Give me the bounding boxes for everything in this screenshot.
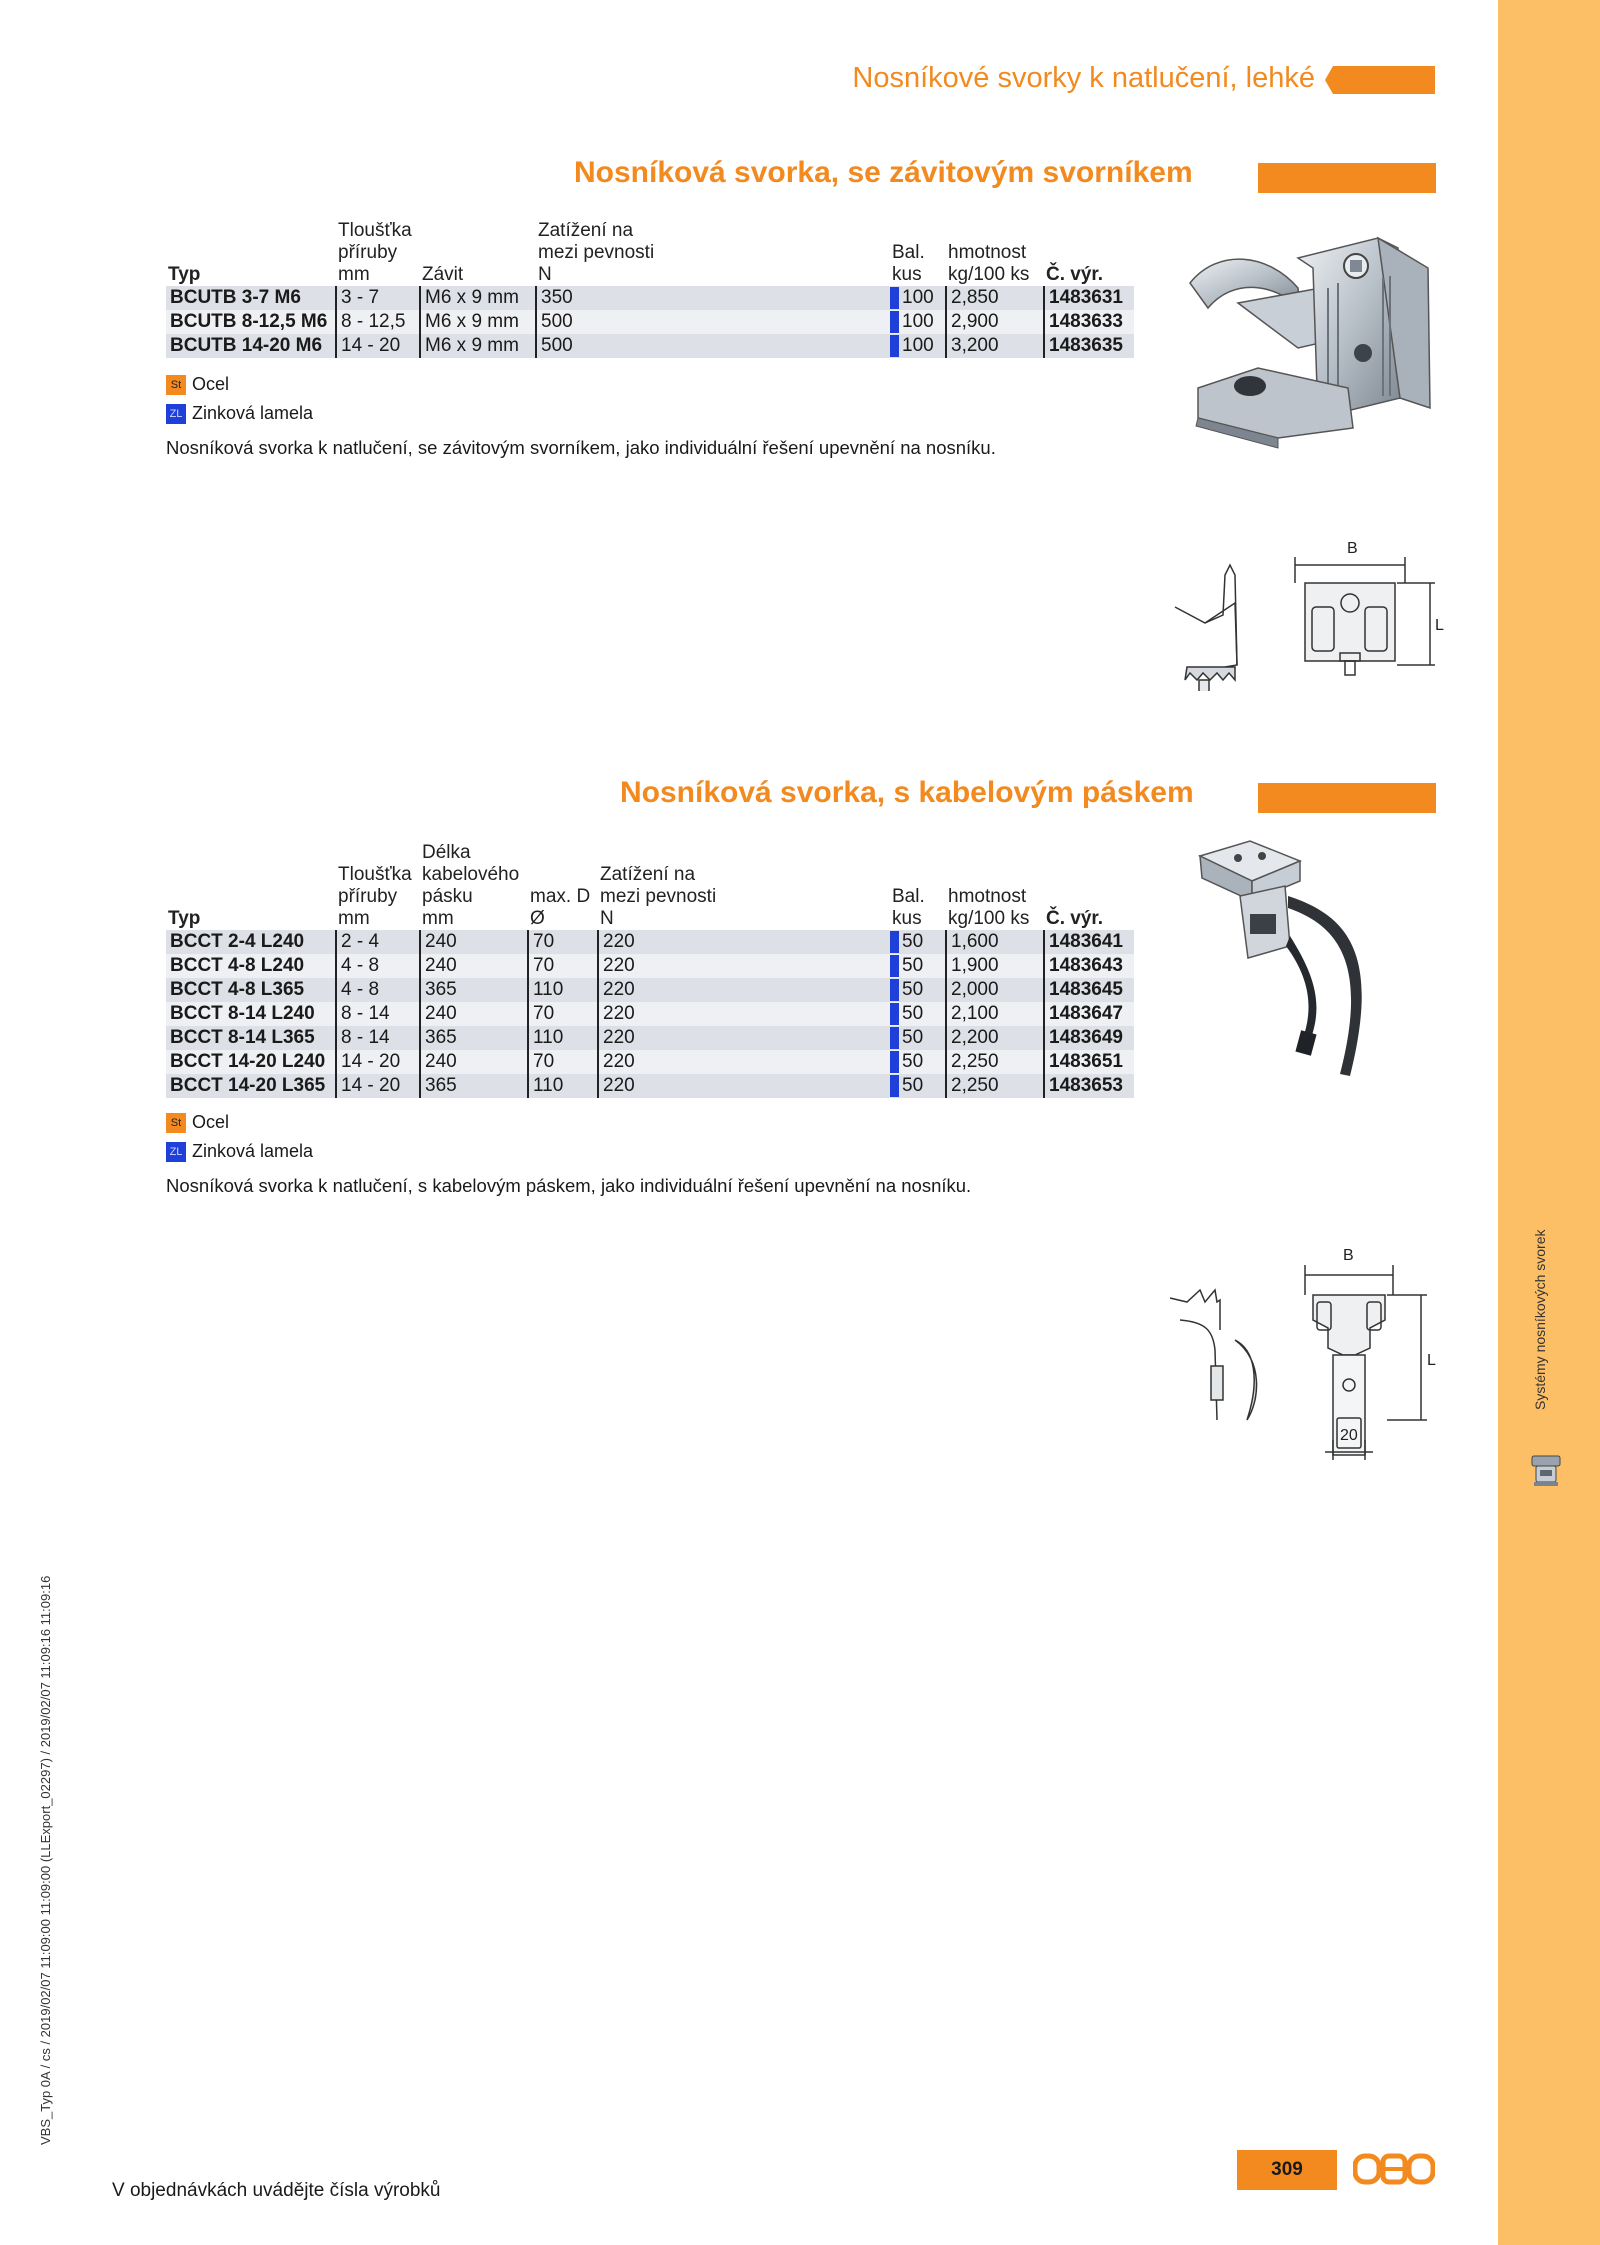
cell-max-diameter: 110 <box>528 1074 598 1098</box>
table-row <box>166 954 1134 978</box>
col-weight: hmotnost kg/100 ks <box>948 242 1030 285</box>
cell-article: 1483635 <box>1044 334 1134 358</box>
table-row <box>166 978 1134 1002</box>
table-header-row <box>166 842 1134 930</box>
section2-table <box>166 842 1134 1098</box>
cell-article: 1483645 <box>1044 978 1134 1002</box>
cell-max-diameter: 70 <box>528 1050 598 1074</box>
cell-pack: 50 <box>890 930 946 954</box>
cell-load: 220 <box>598 978 890 1002</box>
cell-tape-length: 240 <box>420 954 528 978</box>
swatch-zinc-flake: ZL <box>166 404 186 424</box>
dim-l-label: L <box>1427 1352 1436 1369</box>
cell-thread: M6 x 9 mm <box>420 286 536 310</box>
cell-pack: 100 <box>890 334 946 358</box>
cell-typ: BCUTB 8-12,5 M6 <box>166 310 336 334</box>
section2-description: Nosníková svorka k natlučení, s kabelovým páskem, jako individuální řešení upevnění na nosníku. <box>166 1175 972 1196</box>
page-header <box>700 58 1440 100</box>
legend-label: Ocel <box>192 374 230 394</box>
cell-thickness: 2 - 4 <box>336 930 420 954</box>
table-row <box>166 1050 1134 1074</box>
cell-load: 220 <box>598 1074 890 1098</box>
cell-typ: BCCT 2-4 L240 <box>166 930 336 954</box>
cell-article: 1483633 <box>1044 310 1134 334</box>
legend-zinc-flake <box>166 1141 313 1162</box>
cell-thread: M6 x 9 mm <box>420 310 536 334</box>
section2-dimension-drawing <box>1165 1240 1445 1460</box>
cell-thickness: 8 - 14 <box>336 1026 420 1050</box>
cell-typ: BCCT 8-14 L365 <box>166 1026 336 1050</box>
cell-load: 220 <box>598 1026 890 1050</box>
table-row <box>166 1002 1134 1026</box>
col-typ: Typ <box>168 908 201 929</box>
section1-dimension-drawing <box>1165 535 1445 691</box>
cell-tape-length: 240 <box>420 1050 528 1074</box>
legend-label: Zinková lamela <box>192 403 314 423</box>
table-row <box>166 310 1134 334</box>
cell-max-diameter: 70 <box>528 954 598 978</box>
cell-thickness: 4 - 8 <box>336 954 420 978</box>
cell-tape-length: 365 <box>420 1074 528 1098</box>
cell-thickness: 3 - 7 <box>336 286 420 310</box>
cell-load: 500 <box>536 334 890 358</box>
col-pack: Bal. kus <box>892 886 925 929</box>
cell-weight: 2,200 <box>946 1026 1044 1050</box>
legend-steel <box>166 1112 229 1133</box>
cell-article: 1483631 <box>1044 286 1134 310</box>
cell-typ: BCCT 8-14 L240 <box>166 1002 336 1026</box>
cell-article: 1483647 <box>1044 1002 1134 1026</box>
cell-typ: BCCT 4-8 L365 <box>166 978 336 1002</box>
cell-thickness: 4 - 8 <box>336 978 420 1002</box>
cell-max-diameter: 70 <box>528 1002 598 1026</box>
cell-weight: 1,600 <box>946 930 1044 954</box>
cell-pack: 50 <box>890 1026 946 1050</box>
cell-tape-length: 240 <box>420 930 528 954</box>
dim-b-label: B <box>1347 540 1358 557</box>
cell-load: 220 <box>598 930 890 954</box>
legend-label: Zinková lamela <box>192 1141 314 1161</box>
section2-title: Nosníková svorka, s kabelovým páskem <box>620 776 1194 809</box>
cell-pack: 100 <box>890 310 946 334</box>
col-max-diameter: max. D Ø <box>530 886 591 929</box>
swatch-steel: St <box>166 1113 186 1133</box>
cell-thickness: 14 - 20 <box>336 1050 420 1074</box>
cell-tape-length: 240 <box>420 1002 528 1026</box>
legend-zinc-flake <box>166 403 313 424</box>
dim-20-label: 20 <box>1340 1427 1358 1444</box>
cell-tape-length: 365 <box>420 978 528 1002</box>
footer-note: V objednávkách uvádějte čísla výrobků <box>112 2180 441 2201</box>
col-pack: Bal. kus <box>892 242 925 285</box>
cell-article: 1483641 <box>1044 930 1134 954</box>
cell-load: 500 <box>536 310 890 334</box>
cell-pack: 50 <box>890 1050 946 1074</box>
section1-description: Nosníková svorka k natlučení, se závitovým svorníkem, jako individuální řešení upevnění na nosníku. <box>166 437 996 458</box>
cell-typ: BCCT 14-20 L365 <box>166 1074 336 1098</box>
cell-thickness: 14 - 20 <box>336 1074 420 1098</box>
cell-article: 1483651 <box>1044 1050 1134 1074</box>
col-load: Zatížení na mezi pevnosti N <box>538 220 655 285</box>
cell-article: 1483653 <box>1044 1074 1134 1098</box>
section2-bar <box>1258 783 1436 813</box>
cell-max-diameter: 70 <box>528 930 598 954</box>
swatch-zinc-flake: ZL <box>166 1142 186 1162</box>
cell-thickness: 8 - 12,5 <box>336 310 420 334</box>
cell-max-diameter: 110 <box>528 1026 598 1050</box>
dim-b-label: B <box>1343 1247 1354 1264</box>
page-number: 309 <box>1237 2150 1337 2190</box>
beam-clamp-icon <box>1528 1450 1566 1490</box>
cell-typ: BCUTB 14-20 M6 <box>166 334 336 358</box>
obo-logo <box>1353 2152 1435 2188</box>
cell-load: 220 <box>598 1050 890 1074</box>
cell-weight: 3,200 <box>946 334 1044 358</box>
section1-title: Nosníková svorka, se závitovým svorníkem <box>574 156 1193 189</box>
legend-label: Ocel <box>192 1112 230 1132</box>
table-row <box>166 930 1134 954</box>
cell-pack: 50 <box>890 1002 946 1026</box>
table-row <box>166 1074 1134 1098</box>
col-load: Zatížení na mezi pevnosti N <box>600 864 717 929</box>
header-tab-marker <box>1325 66 1435 94</box>
cell-load: 220 <box>598 1002 890 1026</box>
col-typ: Typ <box>168 264 201 285</box>
side-strip <box>1498 0 1600 2245</box>
print-metadata: VBS_Typ 0A / cs / 2019/02/07 11:09:00 11:09:00 (LLExport_02297) / 2019/02/07 11:09:16 11:09:16 <box>38 1575 53 2145</box>
section1-bar <box>1258 163 1436 193</box>
cell-thickness: 14 - 20 <box>336 334 420 358</box>
cell-thickness: 8 - 14 <box>336 1002 420 1026</box>
col-tape-length: Délka kabelového pásku mm <box>422 842 520 929</box>
table-row <box>166 334 1134 358</box>
section1-table <box>166 220 1134 358</box>
cell-weight: 2,250 <box>946 1074 1044 1098</box>
cell-thread: M6 x 9 mm <box>420 334 536 358</box>
cell-pack: 50 <box>890 954 946 978</box>
cell-pack: 50 <box>890 1074 946 1098</box>
cell-typ: BCCT 14-20 L240 <box>166 1050 336 1074</box>
cell-load: 350 <box>536 286 890 310</box>
cell-pack: 50 <box>890 978 946 1002</box>
cell-typ: BCCT 4-8 L240 <box>166 954 336 978</box>
beam-clamp-threaded-photo <box>1178 228 1474 454</box>
page-title: Nosníkové svorky k natlučení, lehké <box>852 62 1315 94</box>
cell-weight: 2,000 <box>946 978 1044 1002</box>
col-weight: hmotnost kg/100 ks <box>948 886 1030 929</box>
cell-weight: 2,850 <box>946 286 1044 310</box>
table-row <box>166 286 1134 310</box>
dim-l-label: L <box>1435 617 1444 634</box>
col-thread: Závit <box>422 264 464 285</box>
cell-weight: 1,900 <box>946 954 1044 978</box>
swatch-steel: St <box>166 375 186 395</box>
beam-clamp-cable-tie-photo <box>1190 836 1450 1086</box>
cell-load: 220 <box>598 954 890 978</box>
cell-tape-length: 365 <box>420 1026 528 1050</box>
cell-article: 1483649 <box>1044 1026 1134 1050</box>
side-label: Systémy nosníkových svorek <box>1532 1229 1548 1410</box>
legend-steel <box>166 374 229 395</box>
cell-typ: BCUTB 3-7 M6 <box>166 286 336 310</box>
cell-weight: 2,100 <box>946 1002 1044 1026</box>
col-article: Č. výr. <box>1046 908 1104 929</box>
cell-weight: 2,250 <box>946 1050 1044 1074</box>
cell-max-diameter: 110 <box>528 978 598 1002</box>
cell-article: 1483643 <box>1044 954 1134 978</box>
col-article: Č. výr. <box>1046 264 1104 285</box>
col-thickness: Tloušťka příruby mm <box>338 864 412 929</box>
cell-pack: 100 <box>890 286 946 310</box>
col-thickness: Tloušťka příruby mm <box>338 220 412 285</box>
table-header-row <box>166 220 1134 286</box>
cell-weight: 2,900 <box>946 310 1044 334</box>
table-row <box>166 1026 1134 1050</box>
